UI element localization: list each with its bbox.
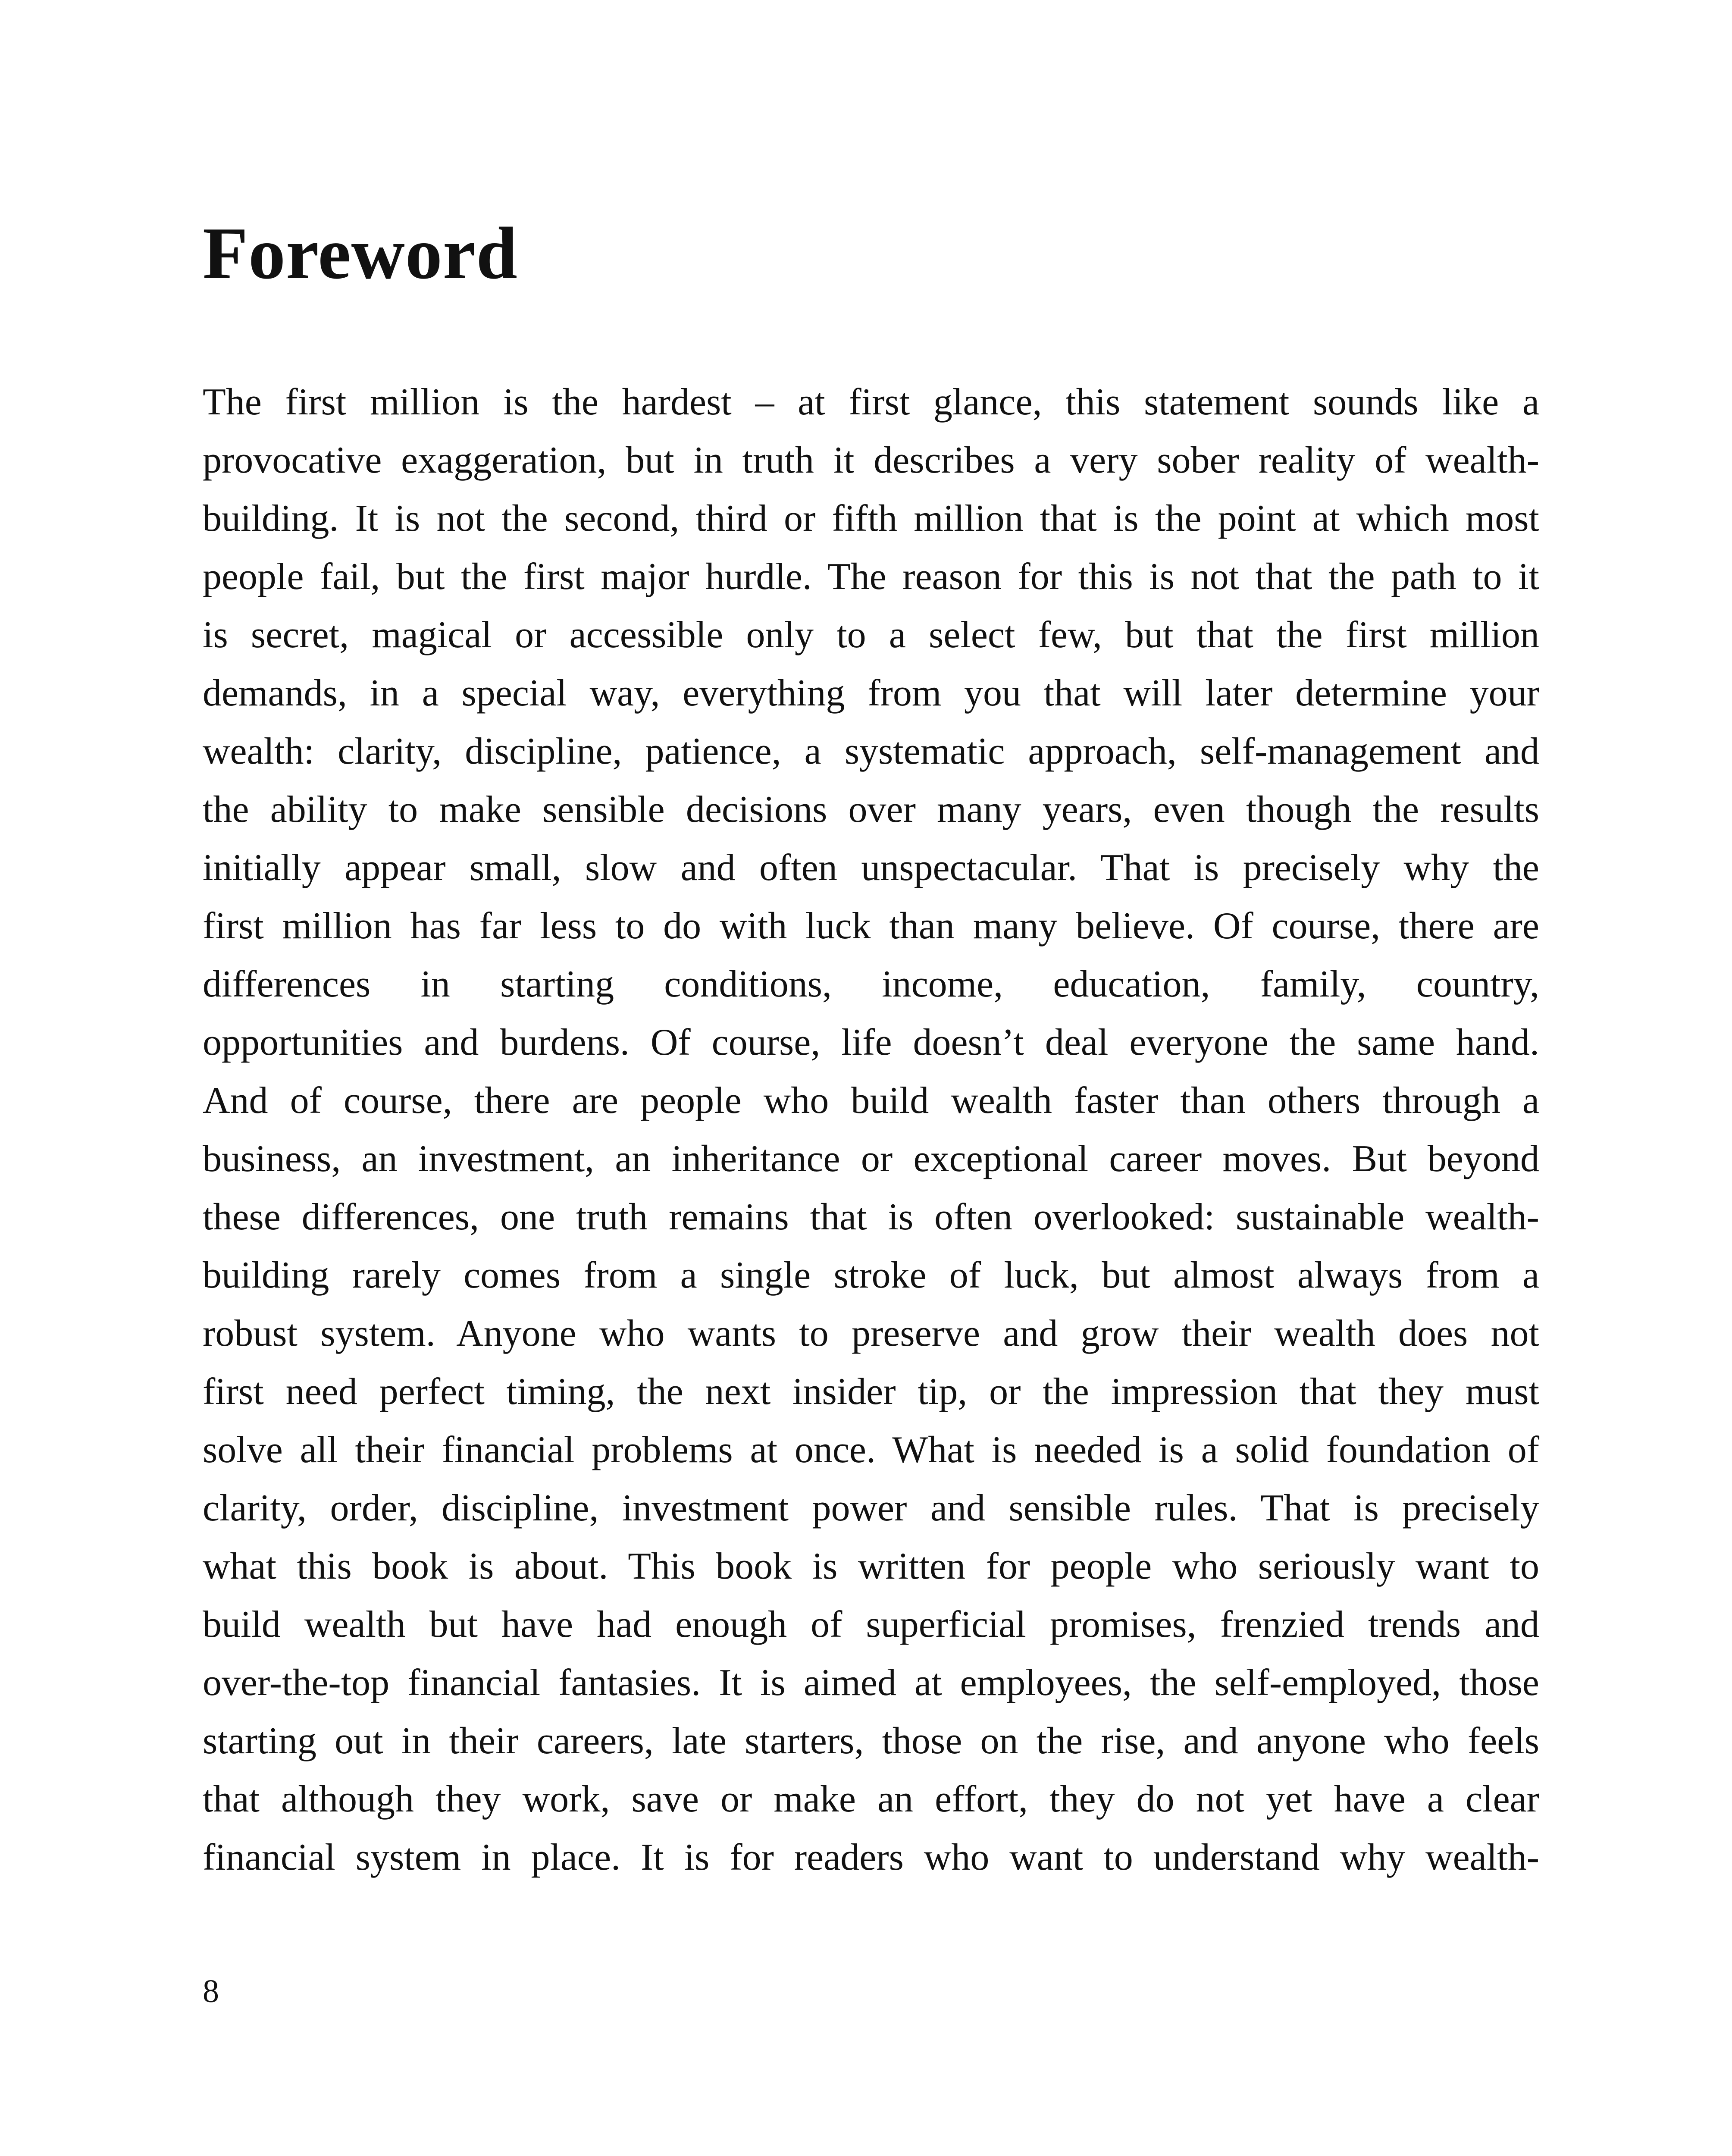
text-line: And of course, there are people who build wealth faster than others through a <box>203 1080 1539 1122</box>
text-line: demands, in a special way, everything from you that will later determine your <box>203 672 1539 714</box>
text-line: financial system in place. It is for readers who want to understand why wealth- <box>203 1836 1539 1878</box>
text-line: what this book is about. This book is written for people who seriously want to <box>203 1545 1539 1587</box>
text-line: building rarely comes from a single stroke of luck, but almost always from a <box>203 1254 1539 1296</box>
text-line: opportunities and burdens. Of course, life doesn’t deal everyone the same hand. <box>203 1022 1539 1063</box>
text-line: is secret, magical or accessible only to a select few, but that the first million <box>203 614 1539 656</box>
text-line: first need perfect timing, the next insider tip, or the impression that they must <box>203 1371 1539 1413</box>
text-line: The first million is the hardest – at first glance, this statement sounds like a <box>203 381 1539 423</box>
text-line: differences in starting conditions, income, education, family, country, <box>203 963 1539 1005</box>
text-line: clarity, order, discipline, investment power and sensible rules. That is precisely <box>203 1487 1539 1529</box>
text-line: solve all their financial problems at once. What is needed is a solid foundation of <box>203 1429 1539 1471</box>
chapter-title: Foreword <box>203 213 518 295</box>
text-line: provocative exaggeration, but in truth it describes a very sober reality of wealth- <box>203 439 1539 481</box>
page-number: 8 <box>203 1973 219 2009</box>
text-line: starting out in their careers, late starters, those on the rise, and anyone who feels <box>203 1720 1539 1762</box>
text-line: wealth: clarity, discipline, patience, a systematic approach, self-management and <box>203 730 1539 772</box>
text-line: people fail, but the first major hurdle. The reason for this is not that the path to it <box>203 556 1539 598</box>
text-line: build wealth but have had enough of superficial promises, frenzied trends and <box>203 1604 1539 1645</box>
text-line: the ability to make sensible decisions over many years, even though the results <box>203 789 1539 830</box>
text-line: these differences, one truth remains that is often overlooked: sustainable wealth- <box>203 1196 1539 1238</box>
text-line: robust system. Anyone who wants to preserve and grow their wealth does not <box>203 1313 1539 1354</box>
body-paragraph <box>203 373 1539 1887</box>
text-line: that although they work, save or make an effort, they do not yet have a clear <box>203 1778 1539 1820</box>
text-line: business, an investment, an inheritance or exceptional career moves. But beyond <box>203 1138 1539 1180</box>
text-line: first million has far less to do with luck than many believe. Of course, there are <box>203 905 1539 947</box>
text-line: over-the-top financial fantasies. It is aimed at employees, the self-employed, those <box>203 1662 1539 1704</box>
text-line: initially appear small, slow and often unspectacular. That is precisely why the <box>203 847 1539 889</box>
text-line: building. It is not the second, third or fifth million that is the point at which most <box>203 498 1539 539</box>
